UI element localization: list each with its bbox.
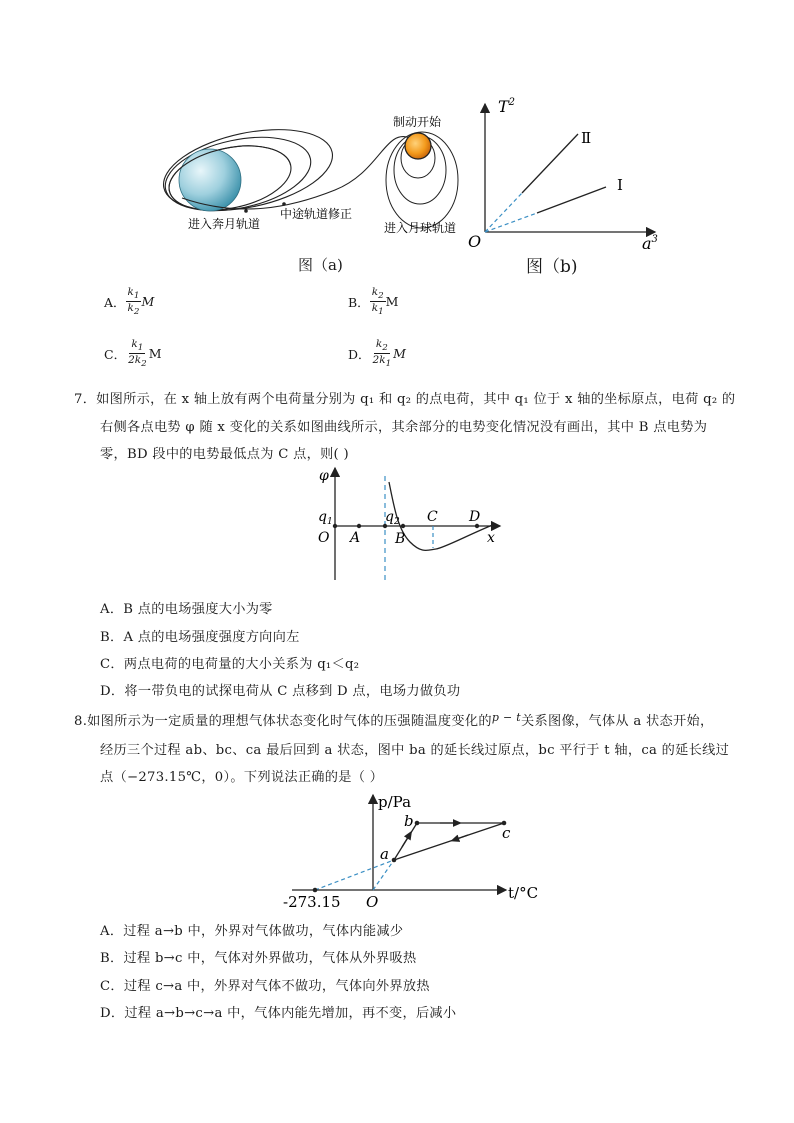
label-II: Ⅱ [581,129,592,147]
label-midcourse: 中途轨道修正 [280,207,353,221]
B-label: B [395,531,406,547]
q8-stem-line-3: 点（−273.15℃，0）。下列说法正确的是（ ） [100,770,384,785]
O-label: O [366,893,379,911]
y-label: $T^2$ [498,97,516,116]
line-II [522,134,578,193]
A-label: A [350,530,361,546]
p-axis-label: p/Pa [378,793,412,811]
origin-label: O [468,232,482,251]
q7-option-b: B．A 点的电场强度强度方向向左 [100,630,300,645]
c-label: c [502,824,511,842]
point-neg-273 [313,888,318,893]
process-ab-arrow [402,834,410,847]
moon [405,133,431,159]
label-I: Ⅰ [617,176,623,194]
potential-graph [310,462,510,587]
q8-option-c: C．过程 c→a 中，外界对气体不做功，气体向外界放热 [100,979,430,994]
line-I [537,187,606,213]
a-label: a [380,845,389,863]
point-B [401,524,405,528]
point-A [357,524,361,528]
q8-option-b: B．过程 b→c 中，气体对外界做功，气体从外界吸热 [100,951,417,966]
q7-option-c: C．两点电荷的电荷量的大小关系为 q₁＜q₂ [100,657,360,672]
kepler-graph [465,92,665,252]
q6-option-c: C． $\frac{k_1}{2k_2}$ M [104,338,162,370]
q7-option-a: A．B 点的电场强度大小为零 [100,602,273,617]
q8-option-a: A．过程 a→b 中，外界对气体做功，气体内能减少 [100,924,404,939]
label-lunar-orbit: 进入月球轨道 [384,221,457,235]
b-label: b [404,812,414,830]
C-label: C [427,509,438,525]
fig-a-caption: 图（a) [298,256,343,274]
pt-formula: p − t [491,711,521,724]
state-b [415,821,420,826]
q8-stem-line-2: 经历三个过程 ab、bc、ca 最后回到 a 状态，图中 ba 的延长线过原点，bc 平行于 t 轴，ca 的延长线过 [100,743,730,758]
x-label: x [487,530,495,546]
q1-label: $q_1$ [318,509,333,527]
phi-label: φ [319,468,329,484]
fig-b-caption: 图（b) [526,257,578,277]
earth [179,149,241,211]
point-O [333,524,337,528]
midcourse-point-marker [282,202,286,206]
process-ca-arrow [454,835,468,840]
ca-extension [315,860,394,890]
q7-stem-line-3: 零，BD 段中的电势最低点为 C 点，则( ) [100,447,349,462]
transfer-point-marker [244,209,248,213]
q2-label: $q_2$ [385,509,400,527]
q7-stem-line-2: 右侧各点电势 φ 随 x 变化的关系如图曲线所示，其余部分的电势变化情况没有画出，其中 B 点电势为 [100,420,708,435]
line-I-dashed [485,213,537,232]
O-label: O [318,530,330,546]
line-II-dashed [485,193,522,232]
q8-option-d: D．过程 a→b→c→a 中，气体内能先增加，再不变，后减小 [100,1006,457,1021]
x-label: $a^3$ [642,234,658,252]
q6-option-a: A． $\frac{k_1}{k_2}$ M [104,286,155,318]
state-a [392,858,397,863]
neg-t-label: -273.15 [283,893,341,911]
pt-graph [280,790,550,912]
q8-stem-line-1: 8.如图所示为一定质量的理想气体状态变化时气体的压强随温度变化的$^{p - t}$关系图像，气体从 a 状态开始， [74,711,714,729]
q6-option-b: B． $\frac{k_2}{k_1}$ M [348,286,399,318]
D-label: D [469,509,481,525]
q7-stem-line-1: 7．如图所示，在 x 轴上放有两个电荷量分别为 q₁ 和 q₂ 的点电荷，其中 q₁ 位于 x 轴的坐标原点，电荷 q₂ 的 [74,392,736,407]
t-axis-label: t/°C [508,884,539,902]
q7-option-d: D．将一带负电的试探电荷从 C 点移到 D 点，电场力做负功 [100,684,461,699]
q6-option-d: D． $\frac{k_2}{2k_1}$ M [348,338,406,370]
label-enter-transfer: 进入奔月轨道 [188,217,261,231]
orbit-diagram [160,108,460,278]
label-brake: 制动开始 [393,115,442,129]
